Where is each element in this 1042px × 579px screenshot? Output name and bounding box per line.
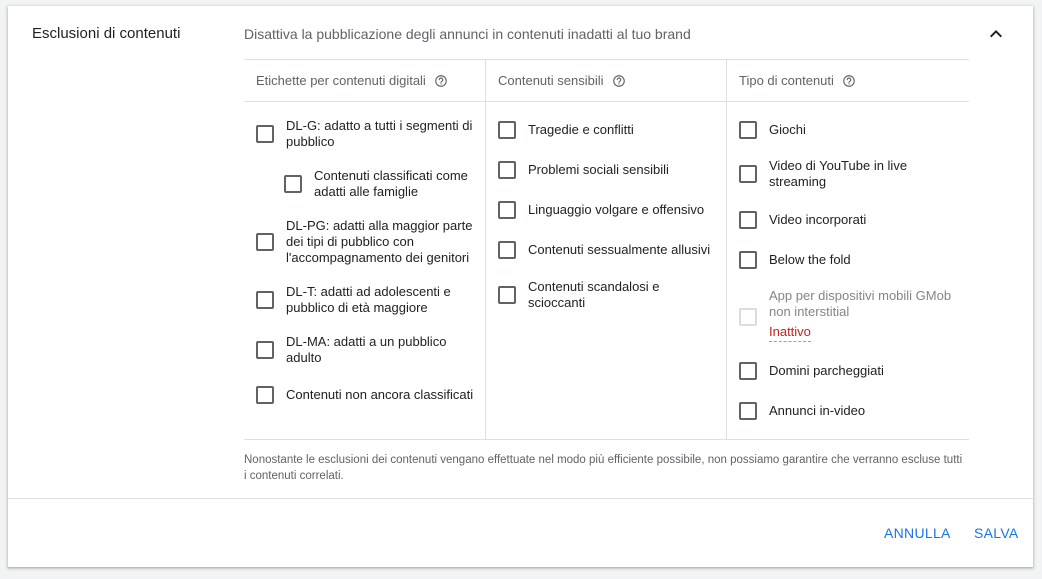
checkbox-dl-pg[interactable] [256,218,478,266]
help-icon[interactable] [842,74,856,88]
checkbox-label: Video di YouTube in live streaming [769,158,908,189]
checkbox-box[interactable] [739,211,757,229]
checkbox-label: Domini parcheggiati [769,363,884,378]
column-header [244,60,485,102]
checkbox-dl-t[interactable] [256,284,476,316]
checkbox-youtube-live[interactable] [739,158,929,190]
checkbox-gmob-apps [739,288,961,342]
checkbox-label: Giochi [769,122,806,137]
checkbox-box[interactable] [498,241,516,259]
checkbox-parked-domains[interactable] [739,362,961,380]
checkbox-unrated[interactable] [256,386,484,404]
checkbox-box[interactable] [256,386,274,404]
status-badge[interactable]: Inattivo [769,324,811,342]
checkbox-label: Contenuti non ancora classificati [286,387,474,402]
checkbox-box[interactable] [256,291,274,309]
checkbox-label: DL-G: adatto a tutti i segmenti di pubblico [286,118,473,149]
checkbox-box[interactable] [739,362,757,380]
checkbox-tragedy[interactable] [498,121,720,139]
checkbox-box[interactable] [256,341,274,359]
footnote: Nonostante le esclusioni dei contenuti vengano effettuate nel modo più efficiente possibile, non possiamo garantire che verranno escluse tutti i contenuti correlati. [244,454,963,482]
exclusions-grid [244,59,969,440]
checkbox-box[interactable] [739,121,757,139]
chevron-up-icon [984,22,1008,46]
checkbox-label: Contenuti scandalosi e scioccanti [528,279,660,310]
checkbox-box[interactable] [256,233,274,251]
section-title: Esclusioni di contenuti [32,25,181,42]
checkbox-label: App per dispositivi mobili GMob non interstitial [769,288,952,319]
column-content-type [727,60,969,439]
checkbox-in-video-ads[interactable] [739,402,961,420]
checkbox-label: Problemi sociali sensibili [528,162,669,177]
divider [8,498,1033,499]
checkbox-box[interactable] [739,251,757,269]
checkbox-sexually-suggestive[interactable] [498,241,724,259]
checkbox-label: Below the fold [769,252,851,267]
checkbox-label: Video incorporati [769,212,867,227]
checkbox-box[interactable] [739,402,757,420]
column-header-label: Contenuti sensibili [498,73,604,88]
checkbox-box[interactable] [498,161,516,179]
checkbox-box [739,308,757,326]
checkbox-label: DL-MA: adatti a un pubblico adulto [286,334,447,365]
column-header-label: Tipo di contenuti [739,73,834,88]
checkbox-dl-ma[interactable] [256,334,476,366]
checkbox-profanity[interactable] [498,201,720,219]
checkbox-label: Tragedie e conflitti [528,122,634,137]
checkbox-shocking[interactable] [498,279,688,311]
checkbox-label: Contenuti sessualmente allusivi [528,242,711,257]
collapse-button[interactable] [984,22,1008,46]
checkbox-label: Annunci in-video [769,403,866,418]
content-exclusions-card [8,6,1033,567]
cancel-button[interactable]: ANNULLA [884,525,951,541]
checkbox-box[interactable] [256,125,274,143]
checkbox-family-content[interactable] [284,168,476,200]
checkbox-dl-g[interactable] [256,118,476,150]
column-header [727,60,969,102]
checkbox-label: DL-PG: adatti alla maggior parte dei tipi di pubblico con l'accompagnamento dei genitori [286,218,473,265]
save-button[interactable]: SALVA [974,525,1019,541]
checkbox-label: DL-T: adatti ad adolescenti e pubblico di età maggiore [286,284,451,315]
column-sensitive-content [486,60,727,439]
help-icon[interactable] [612,74,626,88]
column-digital-labels [244,60,486,439]
checkbox-label: Contenuti classificati come adatti alle famiglie [314,168,468,199]
checkbox-box[interactable] [498,201,516,219]
column-header [486,60,726,102]
column-header-label: Etichette per contenuti digitali [256,73,426,88]
checkbox-label: Linguaggio volgare e offensivo [528,202,705,217]
checkbox-embedded-video[interactable] [739,211,961,229]
checkbox-box[interactable] [739,165,757,183]
checkbox-social-issues[interactable] [498,161,720,179]
checkbox-box[interactable] [284,175,302,193]
checkbox-games[interactable] [739,121,961,139]
checkbox-below-fold[interactable] [739,251,961,269]
checkbox-box[interactable] [498,286,516,304]
checkbox-box[interactable] [498,121,516,139]
help-icon[interactable] [434,74,448,88]
section-description: Disattiva la pubblicazione degli annunci in contenuti inadatti al tuo brand [244,26,691,42]
